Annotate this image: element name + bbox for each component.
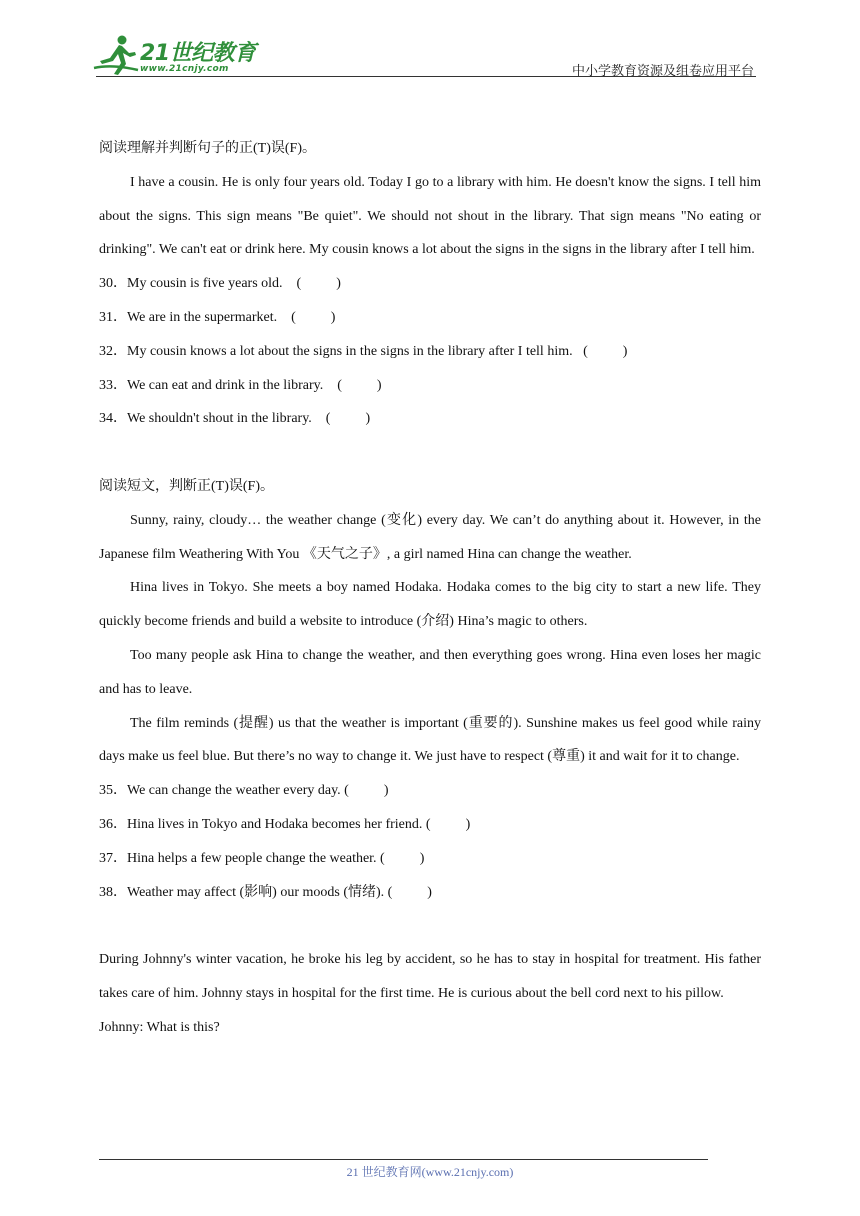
footer-divider xyxy=(99,1159,708,1160)
page-footer: 21 世纪教育网(www.21cnjy.com) xyxy=(346,1165,514,1179)
question-38: 38．Weather may affect (影响) our moods (情绪). ( ) xyxy=(99,884,432,900)
section2-paragraph-4: The film reminds (提醒) us that the weather is important (重要的). Sunshine makes us feel good while rainy days make us feel blue. But there’s no way to change it. We just have to respect (尊重) it and wait for it to change. xyxy=(99,715,761,765)
section1-passage: I have a cousin. He is only four years old. Today I go to a library with him. He doesn't know the signs. I tell him about the signs. This sign means "Be quiet". We should not shout in the library. That sign means "No eating or drinking". We can't eat or drink here. My cousin knows a lot about the signs in the signs in the library after I tell him. xyxy=(99,174,761,258)
question-37: 37．Hina helps a few people change the weather. ( ) xyxy=(99,850,425,866)
page-header xyxy=(0,0,860,80)
document-body xyxy=(99,132,761,1045)
question-30: 30．My cousin is five years old. ( ) xyxy=(99,276,341,292)
site-logo xyxy=(92,34,262,78)
logo-text: 21世纪教育 xyxy=(140,41,256,66)
spacer xyxy=(99,909,761,943)
logo-url: www.21cnjy.com xyxy=(140,64,229,74)
dialogue-line: Johnny: What is this? xyxy=(99,1019,220,1035)
section3-passage: During Johnny's winter vacation, he broke his leg by accident, so he has to stay in hospital for treatment. His father takes care of him. Johnny stays in hospital for the first time. He is curious about the bell cord next to his pillow. xyxy=(99,952,761,1001)
section2-paragraph-3: Too many people ask Hina to change the weather, and then everything goes wrong. Hina even loses her magic and has to leave. xyxy=(99,647,761,697)
question-36: 36．Hina lives in Tokyo and Hodaka becomes her friend. ( ) xyxy=(99,816,471,832)
question-31: 31．We are in the supermarket. ( ) xyxy=(99,309,336,325)
runner-logo-icon xyxy=(92,34,140,78)
section2-paragraph-2: Hina lives in Tokyo. She meets a boy named Hodaka. Hodaka comes to the big city to start a new life. They quickly become friends and build a website to introduce (介绍) Hina’s magic to others. xyxy=(99,580,761,630)
header-platform-text: 中小学教育资源及组卷应用平台 xyxy=(571,63,754,78)
section2-instruction: 阅读短文，判断正(T)误(F)。 xyxy=(99,478,274,494)
question-35: 35．We can change the weather every day. ( ) xyxy=(99,783,389,799)
section2-paragraph-1: Sunny, rainy, cloudy… the weather change (变化) every day. We can’t do anything about it. However, in the Japanese film Weathering With You 《天气之子》, a girl named Hina can change the weather. xyxy=(99,512,761,562)
header-divider xyxy=(96,76,756,77)
question-33: 33．We can eat and drink in the library. ( ) xyxy=(99,377,382,393)
spacer xyxy=(99,436,761,470)
question-32: 32．My cousin knows a lot about the signs in the signs in the library after I tell him. ( ) xyxy=(99,343,628,359)
section1-instruction: 阅读理解并判断句子的正(T)误(F)。 xyxy=(99,141,316,156)
question-34: 34．We shouldn't shout in the library. ( ) xyxy=(99,411,371,427)
